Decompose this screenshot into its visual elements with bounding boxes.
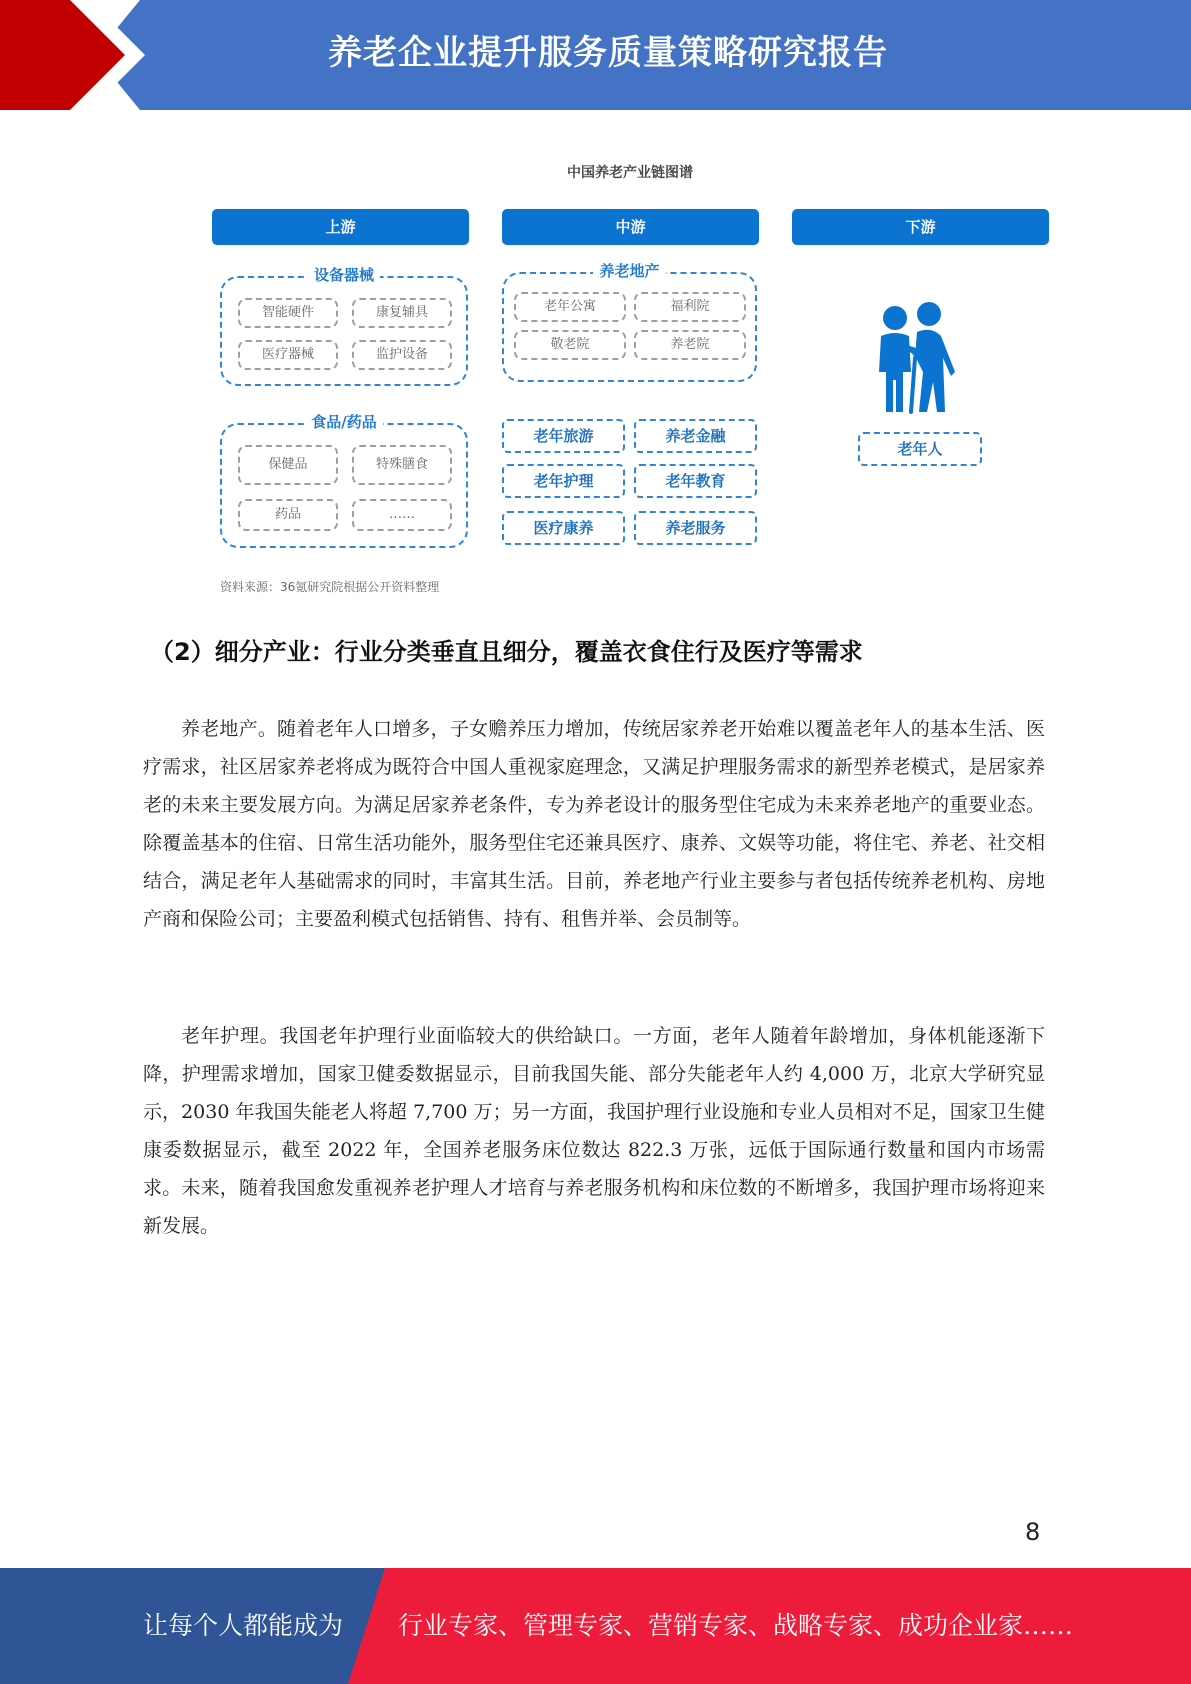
page-header — [0, 0, 1191, 110]
item-elderly-home: 敬老院 — [514, 330, 626, 360]
item-medical-devices: 医疗器械 — [238, 340, 338, 370]
service-senior-education: 老年教育 — [634, 464, 757, 498]
item-health-products: 保健品 — [238, 445, 338, 485]
page-number: 8 — [1025, 1518, 1041, 1546]
group-label-senior-real-estate: 养老地产 — [593, 262, 665, 280]
paragraph-senior-care: 老年护理。我国老年护理行业面临较大的供给缺口。一方面，老年人随着年龄增加，身体机能逐渐下降，护理需求增加，国家卫健委数据显示，目前我国失能、部分失能老年人约 4,000 万，北京大学研究显示，2030 年我国失能老人将超 7,700 万；另一方面，我国护理行业设施和专业人员相对不足，国家卫生健康委数据显示，截至 2022 年，全国养老服务床位数达 822.3 万张，远低于国际通行数量和国内市场需求。未来，随着我国愈发重视养老护理人才培育与养老服务机构和床位数的不断增多，我国护理市场将迎来新发展。 — [143, 1025, 1045, 1237]
column-head-midstream: 中游 — [502, 209, 759, 245]
column-head-upstream: 上游 — [212, 209, 469, 245]
industry-chain-diagram — [200, 150, 1060, 610]
elderly-couple-icon — [865, 300, 975, 415]
service-senior-finance: 养老金融 — [634, 419, 757, 453]
footer-slogan-right: 行业专家、管理专家、营销专家、战略专家、成功企业家…… — [398, 1611, 1074, 1640]
column-head-downstream: 下游 — [792, 209, 1049, 245]
item-monitoring-equipment: 监护设备 — [352, 340, 452, 370]
page-footer — [0, 1568, 1191, 1684]
group-equipment — [220, 266, 468, 386]
item-smart-hardware: 智能硬件 — [238, 298, 338, 328]
service-medical-wellness: 医疗康养 — [502, 511, 625, 545]
service-elderly-services: 养老服务 — [634, 511, 757, 545]
diagram-source: 资料来源：36氪研究院根据公开资料整理 — [220, 580, 440, 594]
section-heading: （2）细分产业：行业分类垂直且细分，覆盖衣食住行及医疗等需求 — [150, 638, 863, 666]
group-senior-real-estate — [502, 262, 757, 382]
item-rehab-aids: 康复辅具 — [352, 298, 452, 328]
group-label-food-medicine: 食品/药品 — [305, 413, 382, 431]
service-senior-travel: 老年旅游 — [502, 419, 625, 453]
item-welfare-home: 福利院 — [634, 292, 746, 322]
item-senior-apartment: 老年公寓 — [514, 292, 626, 322]
item-nursing-home: 养老院 — [634, 330, 746, 360]
group-food-medicine — [220, 413, 468, 548]
footer-slogan-left: 让每个人都能成为 — [143, 1611, 344, 1640]
paragraph-senior-real-estate: 养老地产。随着老年人口增多，子女赡养压力增加，传统居家养老开始难以覆盖老年人的基本生活、医疗需求，社区居家养老将成为既符合中国人重视家庭理念，又满足护理服务需求的新型养老模式，是居家养老的未来主要发展方向。为满足居家养老条件，专为养老设计的服务型住宅成为未来养老地产的重要业态。除覆盖基本的住宿、日常生活功能外，服务型住宅还兼具医疗、康养、文娱等功能，将住宅、养老、社交相结合，满足老年人基础需求的同时，丰富其生活。目前，养老地产行业主要参与者包括传统养老机构、房地产商和保险公司；主要盈利模式包括销售、持有、租售并举、会员制等。 — [143, 718, 1045, 930]
item-etc: …… — [352, 499, 452, 531]
report-title: 养老企业提升服务质量策略研究报告 — [328, 33, 888, 73]
item-medicine: 药品 — [238, 499, 338, 531]
downstream-elderly: 老年人 — [858, 432, 982, 466]
group-label-equipment: 设备器械 — [308, 266, 380, 284]
service-senior-care: 老年护理 — [502, 464, 625, 498]
item-special-diet: 特殊膳食 — [352, 445, 452, 485]
diagram-title: 中国养老产业链图谱 — [567, 165, 693, 181]
